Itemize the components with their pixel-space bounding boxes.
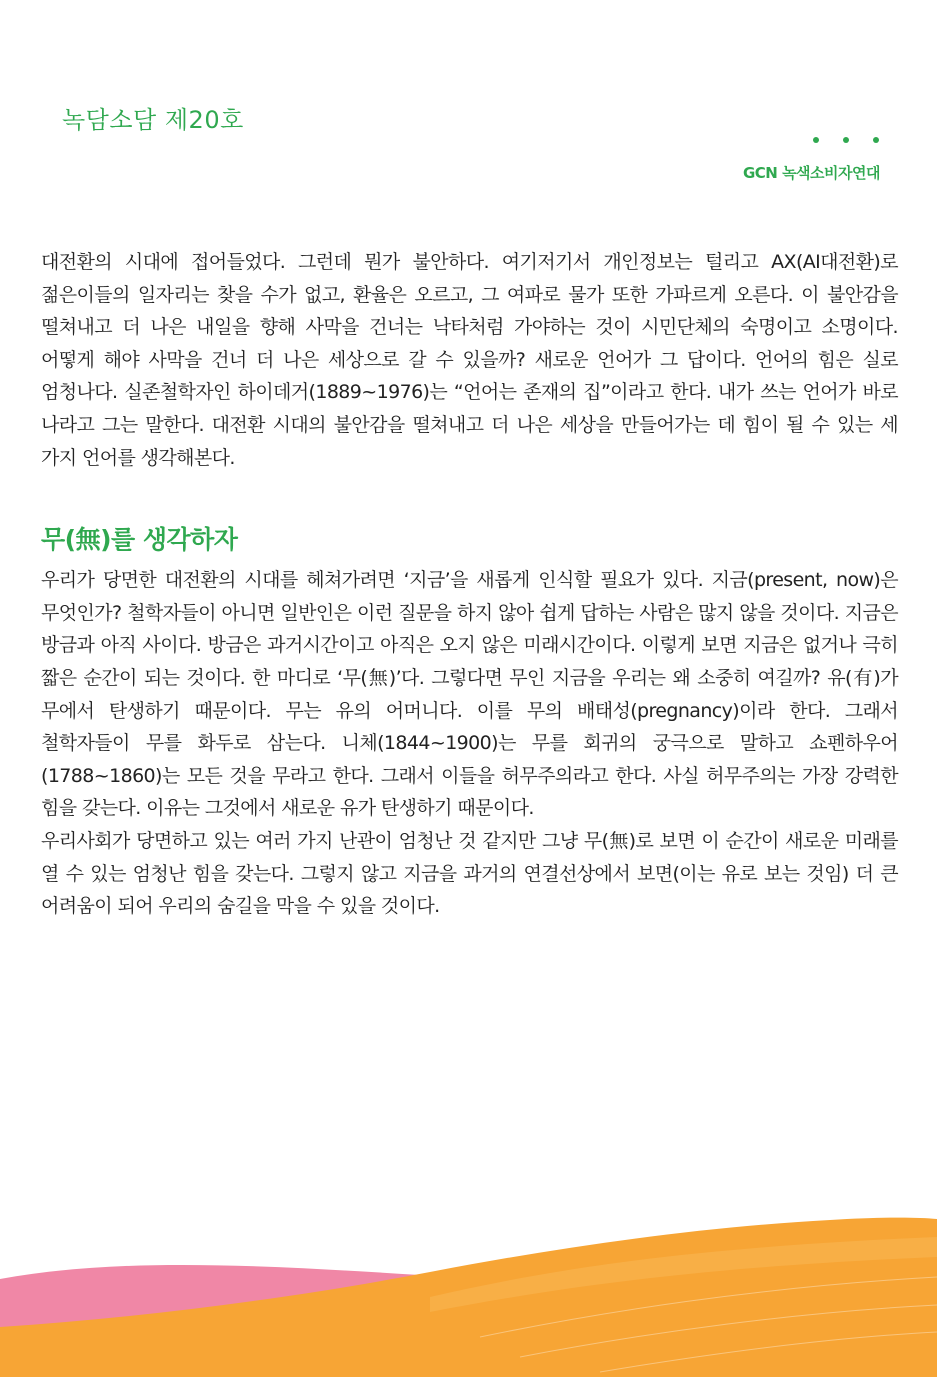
article-body [41,246,898,923]
section-heading: 무(無)를 생각하자 [41,525,238,555]
section-paragraph-2: 우리사회가 당면하고 있는 여러 가지 난관이 엄청난 것 같지만 그냥 무(無)로 보면 이 순간이 새로운 미래를 열 수 있는 엄청난 힘을 갖는다. 그렇지 않고 지금을 과거의 연결선상에서 보면(이는 유로 보는 것임) 더 큰 어려움이 되어 우리의 숨길을 막을 수 있을 것이다. [41,829,898,918]
issue-title: 녹담소담 제20호 [62,106,244,134]
dot [873,137,879,143]
organization-name: GCN 녹색소비자연대 [742,164,880,182]
intro-paragraph: 대전환의 시대에 접어들었다. 그런데 뭔가 불안하다. 여기저기서 개인정보는 털리고 AX(AI대전환)로 젊은이들의 일자리는 찾을 수가 없고, 환율은 오르고, 그 여파로 물가 또한 가파르게 오른다. 이 불안감을 떨쳐내고 더 나은 내일을 향해 사막을 건너는 낙타처럼 가야하는 것이 시민단체의 숙명이고 소명이다. 어떻게 해야 사막을 건너 더 나은 세상으로 갈 수 있을까? 새로운 언어가 그 답이다. 언어의 힘은 실로 엄청나다. 실존철학자인 하이데거(1889~1976)는 “언어는 존재의 집”이라고 한다. 내가 쓰는 언어가 바로 나라고 그는 말한다. 대전환 시대의 불안감을 떨쳐내고 더 나은 세상을 만들어가는 데 힘이 될 수 있는 세 가지 언어를 생각해본다. [41,251,898,469]
section-paragraph-1: 우리가 당면한 대전환의 시대를 헤쳐가려면 ‘지금’을 새롭게 인식할 필요가 있다. 지금(present, now)은 무엇인가? 철학자들이 아니면 일반인은 이런 질문을 하지 않아 쉽게 답하는 사람은 많지 않을 것이다. 지금은 방금과 아직 사이다. 방금은 과거시간이고 아직은 오지 않은 미래시간이다. 이렇게 보면 지금은 없거나 극히 짧은 순간이 되는 것이다. 한 마디로 ‘무(無)’다. 그렇다면 무인 지금을 우리는 왜 소중히 여길까? 유(有)가 무에서 탄생하기 때문이다. 무는 유의 어머니다. 이를 무의 배태성(pregnancy)이라 한다. 그래서 철학자들이 무를 화두로 삼는다. 니체(1844~1900)는 무를 회귀의 궁극으로 말하고 쇼펜하우어(1788~1860)는 모든 것을 무라고 한다. 그래서 이들을 허무주의라고 한다. 사실 허무주의는 가장 강력한 힘을 갖는다. 이유는 그것에서 새로운 유가 탄생하기 때문이다. [41,569,898,820]
header-dots [813,137,879,145]
dot [813,137,819,143]
dot [843,137,849,143]
decorative-wave [0,1217,937,1377]
